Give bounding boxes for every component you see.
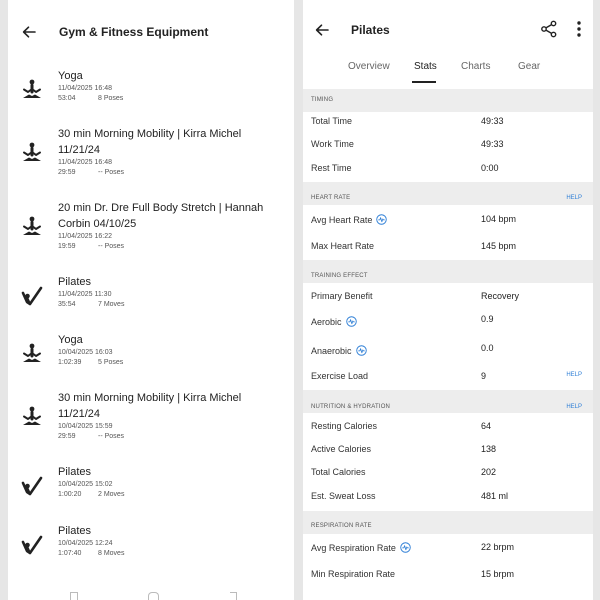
stat-label bbox=[311, 316, 357, 327]
stat-label-text: Aerobic bbox=[311, 316, 342, 327]
back-arrow-icon[interactable] bbox=[17, 20, 41, 44]
activity-meta bbox=[58, 480, 125, 498]
section-header-nutrition bbox=[303, 390, 593, 413]
pilates-icon bbox=[20, 533, 44, 557]
section-title: HEART RATE bbox=[311, 195, 351, 201]
activity-duration: 35:54 bbox=[58, 300, 76, 308]
home-nav-button[interactable] bbox=[148, 592, 159, 600]
activity-item[interactable] bbox=[8, 524, 294, 564]
stat-row bbox=[303, 163, 593, 183]
stat-value: 145 bpm bbox=[481, 241, 517, 251]
activity-meta bbox=[58, 422, 125, 440]
recents-nav-button[interactable] bbox=[70, 592, 78, 600]
activity-detail: -- Poses bbox=[98, 432, 125, 440]
activity-duration: 53:04 bbox=[58, 94, 76, 102]
heart-rate-info-icon[interactable] bbox=[376, 214, 387, 225]
stat-row bbox=[303, 421, 593, 441]
activity-meta bbox=[58, 290, 125, 308]
activity-item[interactable] bbox=[8, 201, 294, 253]
yoga-icon bbox=[20, 141, 44, 165]
activity-title: 30 min Morning Mobility | Kirra Michel 11/21/24 bbox=[58, 392, 242, 420]
share-icon[interactable] bbox=[540, 20, 558, 38]
left-header bbox=[8, 0, 294, 62]
yoga-icon bbox=[20, 405, 44, 429]
stat-label: Resting Calories bbox=[311, 421, 378, 431]
yoga-icon bbox=[20, 215, 44, 239]
help-link[interactable]: HELP bbox=[566, 404, 582, 410]
activity-date: 11/04/2025 16:48 bbox=[58, 85, 112, 92]
activity-item[interactable] bbox=[8, 465, 294, 505]
activity-date: 10/04/2025 15:59 bbox=[58, 423, 113, 430]
activity-date: 11/04/2025 16:22 bbox=[58, 233, 112, 240]
page-title: Pilates bbox=[351, 23, 390, 37]
activity-detail-panel bbox=[303, 0, 593, 600]
activity-meta bbox=[58, 539, 125, 557]
stat-value: 481 ml bbox=[481, 491, 509, 501]
page-title: Gym & Fitness Equipment bbox=[59, 25, 209, 39]
activity-duration: 1:00:20 bbox=[58, 490, 82, 498]
stat-label bbox=[311, 345, 367, 356]
activity-detail: 5 Poses bbox=[98, 358, 124, 366]
section-title: TIMING bbox=[311, 97, 334, 103]
activity-meta bbox=[58, 232, 125, 250]
activity-detail: 2 Moves bbox=[98, 490, 125, 498]
activity-duration: 1:02:39 bbox=[58, 358, 82, 366]
activity-meta bbox=[58, 84, 124, 102]
stat-value: 49:33 bbox=[481, 116, 504, 126]
stat-row bbox=[303, 467, 593, 487]
stat-value: 49:33 bbox=[481, 139, 504, 149]
section-header-heart-rate bbox=[303, 182, 593, 205]
activity-title: 30 min Morning Mobility | Kirra Michel 11/21/24 bbox=[58, 128, 242, 156]
activity-title: 20 min Dr. Dre Full Body Stretch | Hannah Corbin 04/10/25 bbox=[58, 202, 264, 230]
stat-value: 0:00 bbox=[481, 163, 499, 173]
activity-detail: 8 Poses bbox=[98, 94, 124, 102]
activity-duration: 1:07:40 bbox=[58, 549, 82, 557]
activity-detail: 7 Moves bbox=[98, 300, 125, 308]
activity-title: Yoga bbox=[58, 70, 83, 82]
stat-label: Rest Time bbox=[311, 163, 352, 173]
activity-title: Pilates bbox=[58, 276, 92, 288]
yoga-icon bbox=[20, 342, 44, 366]
activity-date: 11/04/2025 16:48 bbox=[58, 159, 112, 166]
activity-date: 11/04/2025 11:30 bbox=[58, 291, 112, 298]
stat-row bbox=[303, 214, 593, 234]
stat-row bbox=[303, 316, 593, 336]
stat-row bbox=[303, 569, 593, 589]
tab-gear[interactable]: Gear bbox=[518, 61, 541, 72]
pilates-icon bbox=[20, 474, 44, 498]
help-link[interactable]: HELP bbox=[566, 195, 582, 201]
stat-value: 104 bpm bbox=[481, 214, 517, 224]
tab-stats[interactable]: Stats bbox=[414, 61, 437, 72]
back-nav-button[interactable] bbox=[230, 592, 237, 600]
respiration-info-icon[interactable] bbox=[400, 542, 411, 553]
stat-row bbox=[303, 116, 593, 136]
stat-label: Min Respiration Rate bbox=[311, 569, 396, 579]
activity-date: 10/04/2025 15:02 bbox=[58, 481, 113, 488]
activity-item[interactable] bbox=[8, 275, 294, 315]
yoga-icon bbox=[20, 78, 44, 102]
stat-row bbox=[303, 291, 593, 311]
section-header-timing bbox=[303, 89, 593, 112]
activity-item[interactable] bbox=[8, 69, 294, 109]
stat-value: 9 bbox=[481, 371, 487, 381]
system-nav-bar bbox=[8, 588, 294, 600]
active-tab-indicator bbox=[412, 81, 436, 83]
activity-duration: 29:59 bbox=[58, 432, 76, 440]
activity-item[interactable] bbox=[8, 333, 294, 373]
activity-detail: -- Poses bbox=[98, 242, 125, 250]
section-header-respiration bbox=[303, 511, 593, 534]
stat-value: 64 bbox=[481, 421, 492, 431]
stat-row bbox=[303, 139, 593, 159]
section-title: NUTRITION & HYDRATION bbox=[311, 404, 391, 410]
section-title: RESPIRATION RATE bbox=[311, 523, 372, 529]
stat-label bbox=[311, 542, 411, 553]
pilates-icon bbox=[20, 284, 44, 308]
tab-overview[interactable]: Overview bbox=[348, 61, 390, 72]
activity-item[interactable] bbox=[8, 391, 294, 443]
activity-duration: 19:59 bbox=[58, 242, 76, 250]
activity-title: Pilates bbox=[58, 525, 92, 537]
stat-value: 0.0 bbox=[481, 343, 494, 353]
stat-label-text: Avg Heart Rate bbox=[311, 214, 373, 225]
stat-row bbox=[303, 241, 593, 261]
activity-date: 10/04/2025 16:03 bbox=[58, 349, 113, 356]
stat-label: Work Time bbox=[311, 139, 354, 149]
stat-row bbox=[303, 371, 593, 391]
activity-duration: 29:59 bbox=[58, 168, 76, 176]
activity-title: Pilates bbox=[58, 466, 92, 478]
stat-label: Active Calories bbox=[311, 444, 372, 454]
activity-detail: 8 Moves bbox=[98, 549, 125, 557]
stat-value: 202 bbox=[481, 467, 497, 477]
stat-value: 138 bbox=[481, 444, 497, 454]
help-link[interactable]: HELP bbox=[566, 372, 582, 378]
stat-label: Est. Sweat Loss bbox=[311, 491, 376, 501]
stat-label-text: Avg Respiration Rate bbox=[311, 542, 396, 553]
stat-label bbox=[311, 214, 387, 225]
aerobic-info-icon[interactable] bbox=[346, 316, 357, 327]
back-arrow-icon[interactable] bbox=[310, 18, 334, 42]
section-header-training-effect bbox=[303, 260, 593, 283]
more-options-icon[interactable] bbox=[574, 20, 584, 38]
activity-detail: -- Poses bbox=[98, 168, 125, 176]
stat-label: Exercise Load bbox=[311, 371, 369, 381]
stat-value: Recovery bbox=[481, 291, 520, 301]
stat-row bbox=[303, 542, 593, 562]
stat-label: Max Heart Rate bbox=[311, 241, 375, 251]
stat-label: Total Calories bbox=[311, 467, 366, 477]
activity-meta bbox=[58, 348, 124, 366]
anaerobic-info-icon[interactable] bbox=[356, 345, 367, 356]
section-title: TRAINING EFFECT bbox=[311, 273, 368, 279]
activity-title: Yoga bbox=[58, 334, 83, 346]
activity-item[interactable] bbox=[8, 127, 294, 179]
activity-date: 10/04/2025 12:24 bbox=[58, 540, 113, 547]
stat-value: 0.9 bbox=[481, 314, 494, 324]
activity-list-panel bbox=[8, 0, 294, 600]
stat-row bbox=[303, 491, 593, 511]
stat-value: 22 brpm bbox=[481, 542, 515, 552]
stat-row bbox=[303, 345, 593, 365]
tab-charts[interactable]: Charts bbox=[461, 61, 491, 72]
stat-value: 15 brpm bbox=[481, 569, 515, 579]
stat-label-text: Anaerobic bbox=[311, 345, 352, 356]
stat-row bbox=[303, 444, 593, 464]
activity-meta bbox=[58, 158, 125, 176]
stat-label: Primary Benefit bbox=[311, 291, 373, 301]
stat-label: Total Time bbox=[311, 116, 353, 126]
